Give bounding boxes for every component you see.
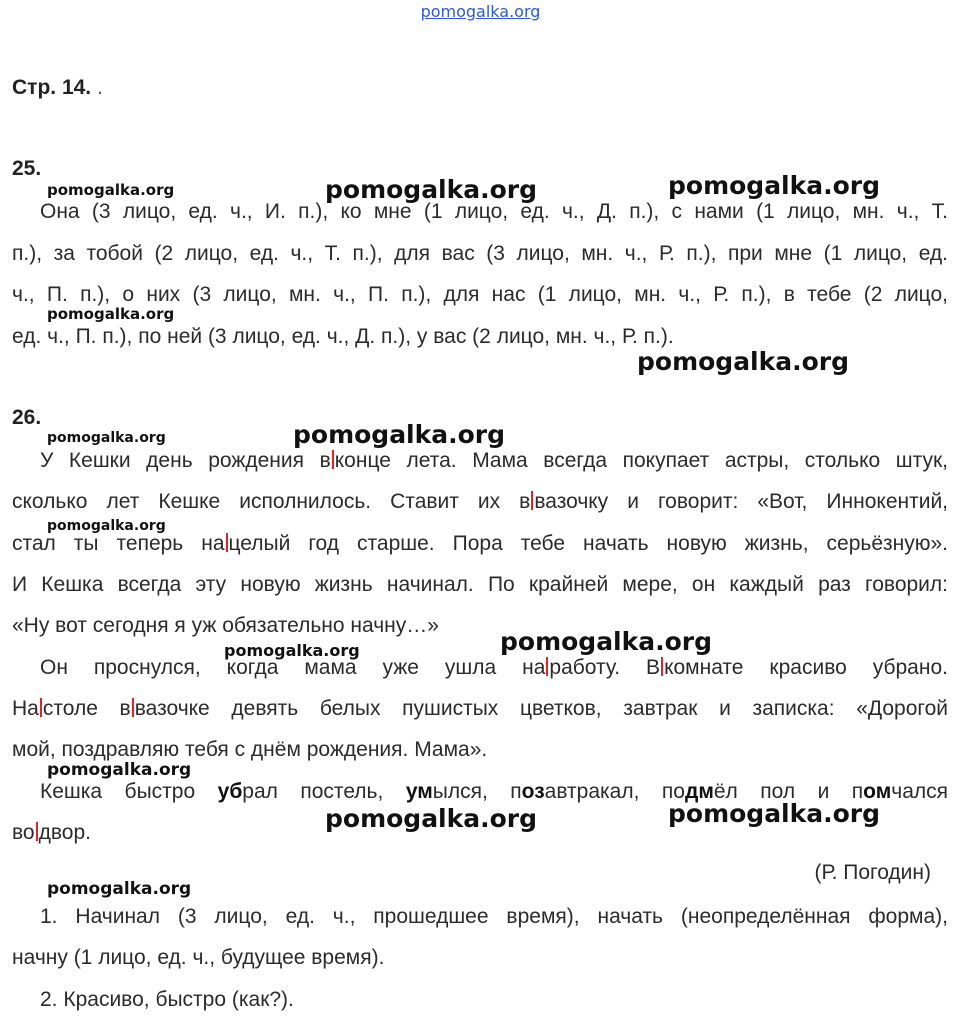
text-fragment: авт	[544, 780, 577, 803]
text-fragment: комнате красиво убрано.	[664, 656, 948, 679]
morpheme-divider-mark	[132, 698, 134, 717]
text-fragment: Он проснулся, когда мама уже ушла на	[40, 656, 546, 679]
morpheme-divider-mark	[332, 450, 334, 469]
text-fragment: рал постель,	[242, 780, 406, 803]
answer-1-line-2: начну (1 лицо, ед. ч., будущее время).	[12, 946, 385, 969]
task-25-line-2: п.), за тобой (2 лицо, ед. ч., Т. п.), для вас (3 лицо, мн. ч., Р. п.), при мне (1 лицо, ед.	[12, 242, 948, 265]
watermark-logo-small: pomogalka.org	[224, 641, 360, 660]
task-25-number: 25.	[12, 157, 42, 180]
text-fragment: двор.	[38, 821, 91, 844]
watermark-logo: pomogalka.org	[637, 347, 850, 376]
task-25-line-4: ед. ч., П. п.), по ней (3 лицо, ед. ч., Д. п.), у вас (2 лицо, мн. ч., Р. п.).	[12, 325, 674, 348]
text-fragment: Кешка быстро	[40, 780, 218, 803]
text-fragment: ракал, по	[576, 780, 685, 803]
bold-fragment: дм	[684, 780, 714, 803]
text-fragment: сколько лет Кешке исполнилось. Ставит их в	[12, 490, 531, 513]
text-fragment: столе в	[42, 697, 131, 720]
morpheme-divider-mark	[661, 657, 663, 676]
bold-fragment: ом	[863, 780, 892, 803]
task-26-line-1	[40, 449, 948, 473]
text-fragment: стал ты теперь на	[12, 532, 225, 555]
morpheme-divider-mark	[226, 533, 228, 552]
task-26-line-8: мой, поздравляю тебя с днём рождения. Мама».	[12, 738, 488, 761]
watermark-logo-small: pomogalka.org	[47, 305, 175, 323]
task-25-line-1: Она (3 лицо, ед. ч., И. п.), ко мне (1 лицо, ед. ч., Д. п.), с нами (1 лицо, мн. ч., Т.	[40, 200, 948, 223]
watermark-logo: pomogalka.org	[325, 804, 538, 833]
morpheme-divider-mark	[40, 698, 42, 717]
watermark-logo: pomogalka.org	[293, 420, 506, 449]
watermark-logo: pomogalka.org	[325, 175, 538, 204]
watermark-logo-small: pomogalka.org	[47, 518, 166, 534]
watermark-logo-small: pomogalka.org	[47, 760, 192, 780]
task-26-line-3	[12, 532, 948, 556]
answer-2: 2. Красиво, быстро (как?).	[40, 988, 294, 1011]
top-watermark[interactable]: pomogalka.org	[420, 2, 541, 21]
task-26-line-7	[12, 697, 948, 721]
text-fragment: конце лета. Мама всегда покупает астры, столько штук,	[334, 449, 948, 472]
bold-fragment: о	[521, 780, 535, 803]
watermark-logo-small: pomogalka.org	[47, 430, 166, 446]
text-fragment: чался	[891, 780, 949, 803]
page-title	[12, 76, 103, 100]
watermark-logo-small: pomogalka.org	[47, 181, 175, 199]
watermark-logo: pomogalka.org	[500, 627, 713, 656]
morpheme-divider-mark	[36, 822, 38, 841]
task-25-line-3: ч., П. п.), о них (3 лицо, мн. ч., П. п.), для нас (1 лицо, мн. ч., Р. п.), в тебе (2 лицо,	[12, 283, 948, 306]
bold-fragment: з	[534, 780, 545, 803]
text-fragment: целый год старше. Пора тебе начать новую жизнь, серьёзную».	[228, 532, 948, 555]
text-fragment: во	[12, 821, 35, 844]
task-26-line-6	[40, 656, 948, 680]
task-26-line-4: И Кешка всегда эту новую жизнь начинал. По крайней мере, он каждый раз говорил:	[12, 573, 948, 596]
text-fragment: работу. В	[549, 656, 661, 679]
task-26-line-5: «Ну вот сегодня я уж обязательно начну…»	[12, 614, 439, 637]
text-fragment: ёл пол и п	[713, 780, 864, 803]
text-fragment: У Кешки день рождения в	[40, 449, 331, 472]
page-title-text: Стр. 14.	[12, 76, 92, 99]
author-attribution: (Р. Погодин)	[814, 861, 931, 884]
text-fragment: вазочку и говорит: «Вот, Иннокентий,	[534, 490, 949, 513]
answer-1-line-1: 1. Начинал (3 лицо, ед. ч., прошедшее время), начать (неопределённая форма),	[40, 905, 948, 928]
text-fragment: вазочке девять белых пушистых цветков, завтрак и записка: «Дорогой	[134, 697, 948, 720]
task-26-line-2	[12, 490, 948, 514]
task-26-number: 26.	[12, 406, 42, 429]
text-fragment: На	[12, 697, 39, 720]
bold-fragment: ум	[405, 780, 433, 803]
watermark-logo: pomogalka.org	[668, 171, 881, 200]
watermark-logo: pomogalka.org	[668, 799, 881, 828]
page-title-tail: .	[96, 76, 103, 99]
watermark-logo-small: pomogalka.org	[47, 879, 192, 899]
text-fragment: ылся, п	[432, 780, 522, 803]
bold-fragment: уб	[217, 780, 243, 803]
